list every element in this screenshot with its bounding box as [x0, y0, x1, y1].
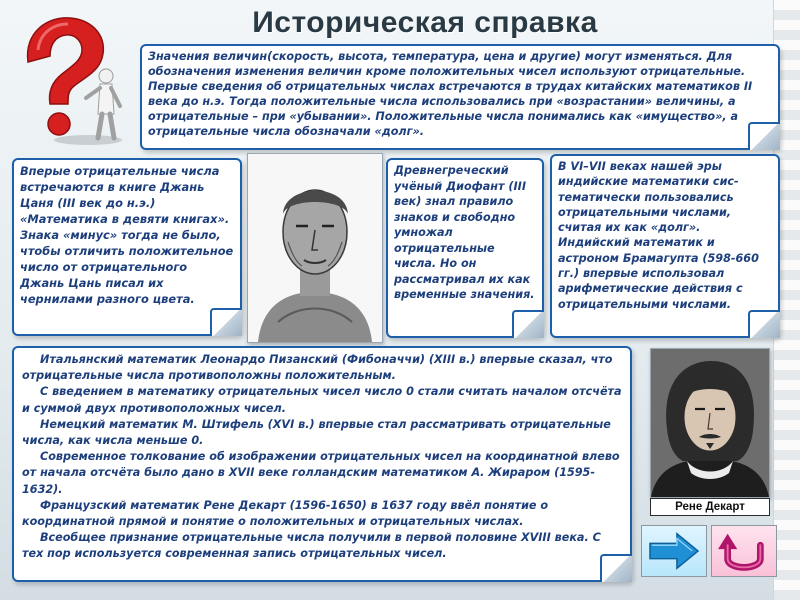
history-text — [14, 348, 630, 567]
u-turn-return-icon — [712, 526, 776, 576]
question-mark-figure-icon — [10, 10, 128, 146]
arrow-right-icon — [642, 526, 706, 576]
diophantus-portrait — [247, 153, 383, 343]
descartes-portrait — [650, 348, 770, 498]
history-paragraph: Современное толкование об изображении отрицательных чисел на координатной влево от начала отсчёта было дано в XVII веке голландским математиком А. Жираром (1595-1632). — [22, 450, 620, 496]
descartes-caption: Рене Декарт — [650, 498, 770, 516]
history-paragraph: Итальянский математик Леонардо Пизанский (Фибоначчи) (XIII в.) впервые сказал, что отрицательные числа противоположны положительным. — [22, 353, 613, 383]
diophantus-text: Древнегреческий учёный Диофант (III век) знал правило знаков и свободно умножал отрицательные числа. Но он рассматривал их как временные значения. — [394, 164, 535, 301]
india-text-box — [550, 154, 780, 338]
history-paragraph: Французский математик Рене Декарт (1596-1650) в 1637 году ввёл понятие о координатной прямой и понятие о положительных и отрицательных числах. — [22, 498, 549, 529]
intro-text-box — [140, 44, 780, 150]
intro-text: Значения величин(скорость, высота, температура, цена и другие) могут изменяться. Для обозначения изменения величин кроме положительных чисел используют отрицательные. Первые сведения об отрицательных числах встречаются в трудах китайских математиков II века до н.э. Тогда положительные числа использовались при «возрастании» величины, а отрицательные – при «убывании». Положительные числа понимались как «имущество», а отрицательные числа обозначали «долг». — [148, 50, 753, 138]
india-text: В VI–VII веках нашей эры индийские математики сис-тематически пользовались отрицательными числами, считая их как «долг». Индийский математик и астроном Брамагупта (598-660 гг.) впервые использовал арифметические действия с отрицательными числами. — [558, 160, 759, 311]
return-button[interactable] — [711, 525, 777, 577]
folded-corner — [512, 310, 544, 338]
history-paragraph: Всеобщее признание отрицательные числа получили в первой половине XVIII века. С тех пор используется современная запись отрицательных чисел. — [22, 531, 601, 561]
china-text: Вперые отрицательные числа встречаются в книге Джань Цаня (III век до н.э.) «Математика в девяти книгах». Знака «минус» тогда не было, чтобы отличить положительное число от отрицательного Джань Цань писал их чернилами разного цвета. — [20, 164, 234, 306]
china-text-box — [12, 158, 242, 336]
folded-corner — [600, 554, 632, 582]
next-slide-button[interactable] — [641, 525, 707, 577]
history-text-box — [12, 346, 632, 582]
folded-corner — [748, 310, 780, 338]
history-paragraph: Немецкий математик М. Штифель (XVI в.) впервые стал рассматривать отрицательные числа, как числа меньше 0. — [22, 417, 611, 448]
folded-corner — [748, 122, 780, 150]
history-paragraph: С введением в математику отрицательных чисел число 0 стали считать началом отсчёта и суммой двух противоположных чисел. — [22, 385, 622, 415]
page-title: Историческая справка — [252, 6, 598, 39]
folded-corner — [210, 308, 242, 336]
diophantus-text-box — [386, 158, 544, 338]
